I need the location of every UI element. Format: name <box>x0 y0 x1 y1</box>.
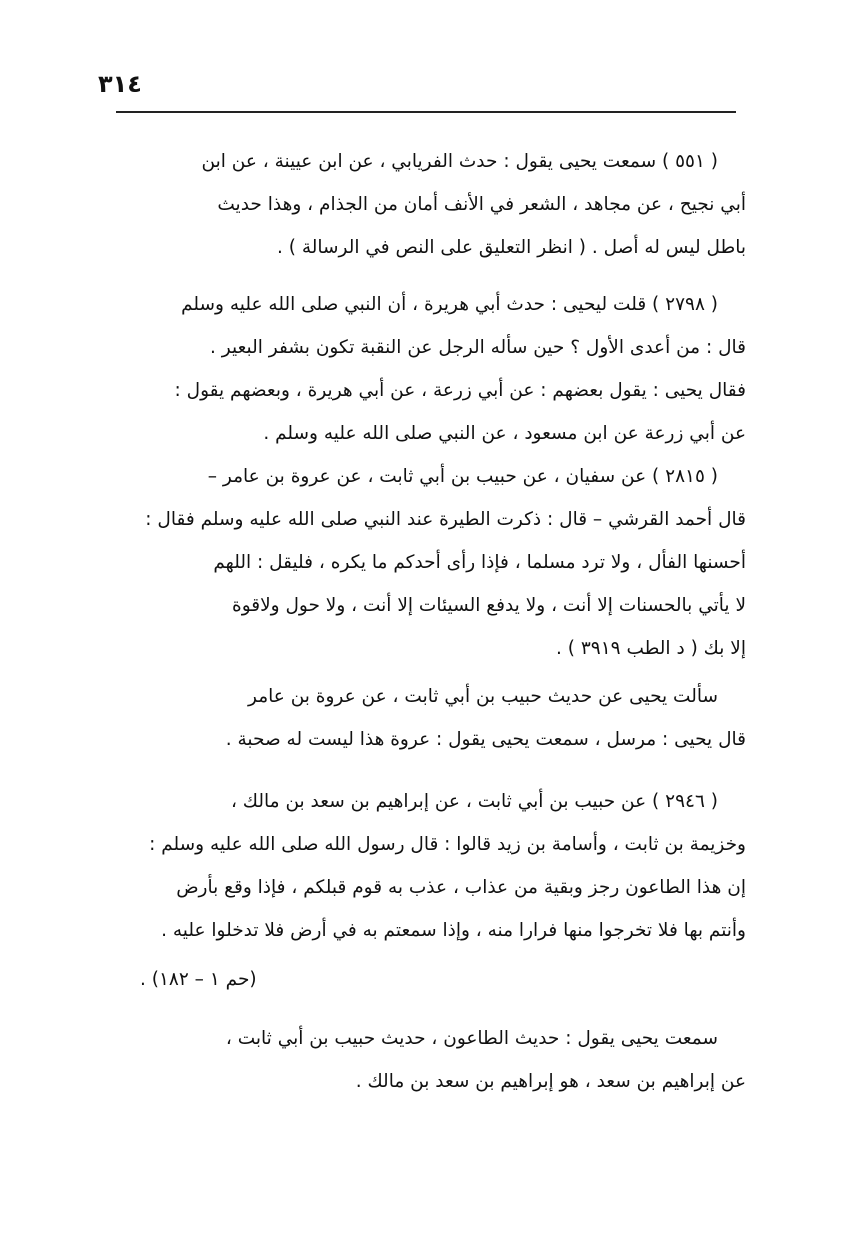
text-line: سألت يحيى عن حديث حبيب بن أبي ثابت ، عن عروة بن عامر <box>248 686 718 707</box>
paragraph-plague-hadith <box>112 1017 746 1103</box>
text-line: أبي نجيح ، عن مجاهد ، الشعر في الأنف أمان من الجذام ، وهذا حديث <box>217 194 746 215</box>
text-line: وأنتم بها فلا تخرجوا منها فرارا منه ، وإذا سمعتم به في أرض فلا تدخلوا عليه . <box>161 920 746 941</box>
text-line: قال أحمد القرشي – قال : ذكرت الطيرة عند النبي صلى الله عليه وسلم فقال : <box>145 509 746 530</box>
text-line: عن إبراهيم بن سعد ، هو إبراهيم بن سعد بن مالك . <box>355 1071 746 1092</box>
paragraph-habib-question <box>112 675 746 761</box>
text-line: قال : من أعدى الأول ؟ حين سأله الرجل عن النقبة تكون بشفر البعير . <box>210 337 746 358</box>
header-divider <box>116 111 736 113</box>
text-line: باطل ليس له أصل . ( انظر التعليق على النص في الرسالة ) . <box>276 237 746 258</box>
text-line: وخزيمة بن ثابت ، وأسامة بن زيد قالوا : قال رسول الله صلى الله عليه وسلم : <box>149 834 746 855</box>
paragraph-2798 <box>112 283 746 455</box>
text-line: لا يأتي بالحسنات إلا أنت ، ولا يدفع السيئات إلا أنت ، ولا حول ولاقوة <box>232 595 746 616</box>
text-line: أحسنها الفأل ، ولا ترد مسلما ، فإذا رأى أحدكم ما يكره ، فليقل : اللهم <box>213 552 746 573</box>
paragraph-551 <box>112 140 746 269</box>
text-line: إلا بك ( د الطب ٣٩١٩ ) . <box>555 638 746 659</box>
text-line: قال يحيى : مرسل ، سمعت يحيى يقول : عروة هذا ليست له صحبة . <box>225 729 746 750</box>
page-number: ٣١٤ <box>98 70 142 98</box>
text-line: ( ٢٩٤٦ ) عن حبيب بن أبي ثابت ، عن إبراهيم بن سعد بن مالك ، <box>230 791 718 812</box>
text-line: ( ٢٨١٥ ) عن سفيان ، عن حبيب بن أبي ثابت ، عن عروة بن عامر – <box>207 466 718 487</box>
text-line: إن هذا الطاعون رجز وبقية من عذاب ، عذب به قوم قبلكم ، فإذا وقع بأرض <box>176 877 746 898</box>
text-line: ( ٢٧٩٨ ) قلت ليحيى : حدث أبي هريرة ، أن النبي صلى الله عليه وسلم <box>181 294 718 315</box>
text-line: فقال يحيى : يقول بعضهم : عن أبي زرعة ، عن أبي هريرة ، وبعضهم يقول : <box>174 380 746 401</box>
text-line: ( ٥٥١ ) سمعت يحيى يقول : حدث الفريابي ، عن ابن عيينة ، عن ابن <box>201 151 718 172</box>
text-line: سمعت يحيى يقول : حديث الطاعون ، حديث حبيب بن أبي ثابت ، <box>225 1028 718 1049</box>
text-line: عن أبي زرعة عن ابن مسعود ، عن النبي صلى الله عليه وسلم . <box>263 423 746 444</box>
source-reference: (حم ١ – ١٨٢) . <box>140 969 257 990</box>
paragraph-2815 <box>112 455 746 670</box>
paragraph-2946 <box>112 780 746 952</box>
